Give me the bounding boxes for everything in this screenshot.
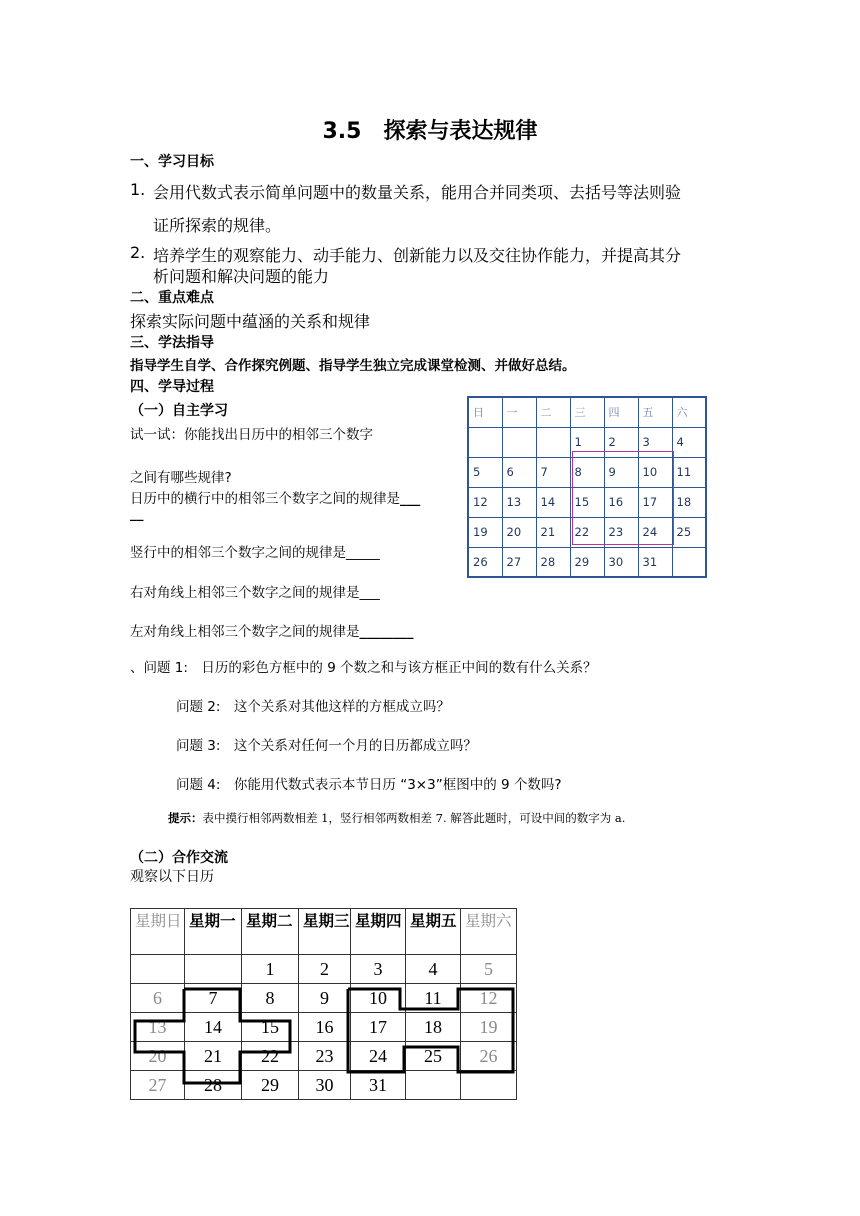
calendar1-day-cell: 12 xyxy=(468,487,502,517)
calendar2-weekday: 星期四 xyxy=(351,909,406,955)
calendar2-day-cell: 15 xyxy=(242,1013,299,1042)
right-diagonal-blank[interactable]: ___ xyxy=(359,585,380,601)
question-3: 问题 3: 这个关系对任何一个月的日历都成立吗？ xyxy=(176,738,477,754)
page-title: 3.5 探索与表达规律 xyxy=(322,119,538,144)
calendar1-weekday: 四 xyxy=(604,397,638,427)
calendar1-day-cell: 11 xyxy=(672,457,706,487)
calendar1-day-cell: 10 xyxy=(638,457,672,487)
try-line-2: 之间有哪些规律? xyxy=(130,470,232,486)
hint-label: 提示： xyxy=(168,811,203,825)
calendar2-day-cell: 31 xyxy=(351,1071,406,1100)
calendar1-day-cell: 24 xyxy=(638,517,672,547)
calendar1-day-cell: 16 xyxy=(604,487,638,517)
row-rule-blank-continued[interactable]: __ xyxy=(130,506,144,522)
calendar2-day-cell: 24 xyxy=(351,1042,406,1071)
calendar1-day-cell: 31 xyxy=(638,547,672,577)
calendar2-day-cell: 23 xyxy=(299,1042,351,1071)
goal-1-line-b: 证所探索的规律。 xyxy=(153,216,282,235)
calendar2-day-cell: 9 xyxy=(299,984,351,1013)
calendar2-day-cell: 7 xyxy=(185,984,242,1013)
calendar1-day-cell: 4 xyxy=(672,427,706,457)
calendar1-day-cell: 2 xyxy=(604,427,638,457)
calendar1-weekday: 六 xyxy=(672,397,706,427)
calendar2-day-cell: 16 xyxy=(299,1013,351,1042)
s-shape-outline xyxy=(348,989,513,1072)
calendar2-day-cell: 4 xyxy=(406,955,461,984)
calendar2-day-cell: 3 xyxy=(351,955,406,984)
calendar1-day-cell: 19 xyxy=(468,517,502,547)
calendar1-day-cell: 27 xyxy=(502,547,536,577)
calendar2-day-cell: 25 xyxy=(406,1042,461,1071)
section-heading-key-points: 二、重点难点 xyxy=(130,290,214,306)
question-2: 问题 2: 这个关系对其他这样的方框成立吗？ xyxy=(176,699,450,715)
row-rule-text: 日历中的横行中的相邻三个数字之间的规律是 xyxy=(130,491,400,507)
calendar2-weekday: 星期一 xyxy=(185,909,242,955)
calendar1-weekday: 三 xyxy=(570,397,604,427)
right-diagonal-text: 右对角线上相邻三个数字之间的规律是 xyxy=(130,585,360,601)
calendar2-weekday: 星期五 xyxy=(406,909,461,955)
calendar2-day-cell: 11 xyxy=(406,984,461,1013)
calendar2-day-cell: 17 xyxy=(351,1013,406,1042)
calendar2-day-cell: 12 xyxy=(461,984,517,1013)
question-4: 问题 4: 你能用代数式表示本节日历 “3×3”框图中的 9 个数吗? xyxy=(176,777,562,793)
calendar2-day-cell: 8 xyxy=(242,984,299,1013)
goal-1-line-a: 会用代数式表示简单问题中的数量关系，能用合并同类项、去括号等法则验 xyxy=(153,183,682,202)
calendar1-day-cell: 5 xyxy=(468,457,502,487)
subsection-cooperation: （二）合作交流 xyxy=(130,850,228,866)
calendar1-day-cell: 29 xyxy=(570,547,604,577)
calendar1-day-cell: 14 xyxy=(536,487,570,517)
section-heading-goals: 一、学习目标 xyxy=(130,154,214,170)
row-rule-blank[interactable]: ___ xyxy=(400,491,421,507)
calendar1-day-cell: 15 xyxy=(570,487,604,517)
goal-2-number: 2. xyxy=(130,243,146,262)
calendar2-day-cell: 1 xyxy=(242,955,299,984)
goal-2-line-b: 析问题和解决问题的能力 xyxy=(153,267,330,286)
calendar1-day-cell: 26 xyxy=(468,547,502,577)
cross-shape-outline xyxy=(135,989,290,1083)
calendar2-day-cell: 26 xyxy=(461,1042,517,1071)
calendar1-day-cell: 28 xyxy=(536,547,570,577)
key-points-text: 探索实际问题中蕴涵的关系和规律 xyxy=(130,312,371,331)
subsection-self-study: （一）自主学习 xyxy=(130,403,228,419)
calendar2-day-cell: 13 xyxy=(131,1013,185,1042)
left-diagonal-text: 左对角线上相邻三个数字之间的规律是 xyxy=(130,624,360,640)
column-rule-blank[interactable]: _____ xyxy=(346,545,380,561)
question-1: 、问题 1: 日历的彩色方框中的 9 个数之和与该方框正中间的数有什么关系？ xyxy=(130,660,597,676)
calendar2-weekday: 星期日 xyxy=(131,909,185,955)
calendar1-day-cell: 6 xyxy=(502,457,536,487)
calendar1-day-cell: 13 xyxy=(502,487,536,517)
calendar2-day-cell: 20 xyxy=(131,1042,185,1071)
observe-text: 观察以下日历 xyxy=(130,869,214,885)
calendar1-day-cell: 21 xyxy=(536,517,570,547)
calendar2-day-cell: 2 xyxy=(299,955,351,984)
calendar1-day-cell: 3 xyxy=(638,427,672,457)
calendar1-weekday: 日 xyxy=(468,397,502,427)
calendar1-weekday: 五 xyxy=(638,397,672,427)
calendar1-day-cell: 30 xyxy=(604,547,638,577)
calendar1-day-cell: 17 xyxy=(638,487,672,517)
hint-text: 表中摸行相邻两数相差 1，竖行相邻两数相差 7. 解答此题时，可设中间的数字为 a. xyxy=(202,811,626,825)
calendar2-weekday: 星期六 xyxy=(461,909,517,955)
calendar1-weekday: 二 xyxy=(536,397,570,427)
calendar1-weekday: 一 xyxy=(502,397,536,427)
goal-2-line-a: 培养学生的观察能力、动手能力、创新能力以及交往协作能力，并提高其分 xyxy=(153,246,682,265)
calendar2-day-cell: 29 xyxy=(242,1071,299,1100)
calendar2-day-cell: 18 xyxy=(406,1013,461,1042)
calendar1-day-cell: 9 xyxy=(604,457,638,487)
calendar1-day-cell: 22 xyxy=(570,517,604,547)
calendar1-day-cell: 8 xyxy=(570,457,604,487)
calendar2-day-cell: 10 xyxy=(351,984,406,1013)
calendar2-day-cell: 30 xyxy=(299,1071,351,1100)
calendar1-day-cell: 7 xyxy=(536,457,570,487)
calendar1-day-cell: 20 xyxy=(502,517,536,547)
calendar1-day-cell: 18 xyxy=(672,487,706,517)
left-diagonal-blank[interactable]: ________ xyxy=(359,624,414,640)
calendar2-day-cell: 21 xyxy=(185,1042,242,1071)
method-text: 指导学生自学、合作探究例题、指导学生独立完成课堂检测、并做好总结。 xyxy=(130,358,576,374)
calendar2-day-cell: 22 xyxy=(242,1042,299,1071)
try-line-1: 试一试：你能找出日历中的相邻三个数字 xyxy=(130,427,373,443)
calendar1-day-cell: 23 xyxy=(604,517,638,547)
calendar2-day-cell: 19 xyxy=(461,1013,517,1042)
goal-1-number: 1. xyxy=(130,180,146,199)
calendar2-day-cell: 5 xyxy=(461,955,517,984)
calendar2-day-cell: 6 xyxy=(131,984,185,1013)
calendar1-day-cell: 25 xyxy=(672,517,706,547)
section-heading-method: 三、学法指导 xyxy=(130,335,214,351)
calendar1-day-cell: 1 xyxy=(570,427,604,457)
section-heading-process: 四、学导过程 xyxy=(130,379,214,395)
calendar2-weekday: 星期二 xyxy=(242,909,299,955)
calendar2-weekday: 星期三 xyxy=(299,909,351,955)
calendar2-day-cell: 27 xyxy=(131,1071,185,1100)
column-rule-text: 竖行中的相邻三个数字之间的规律是 xyxy=(130,545,346,561)
calendar2-day-cell: 14 xyxy=(185,1013,242,1042)
calendar2-day-cell: 28 xyxy=(185,1071,242,1100)
